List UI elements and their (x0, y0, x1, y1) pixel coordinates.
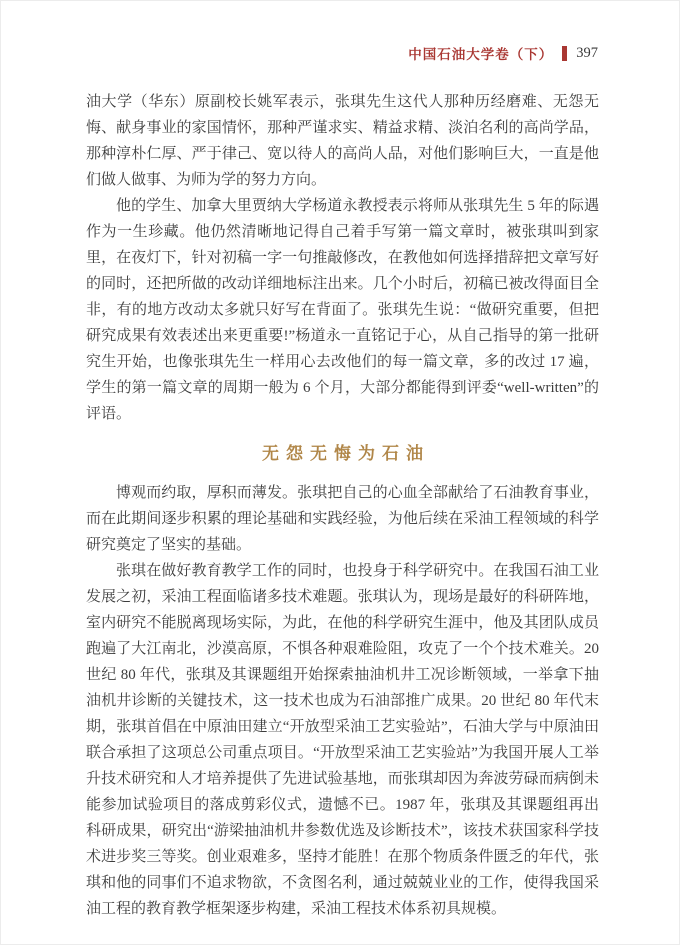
page-body-text (86, 89, 599, 922)
paragraph: 他的学生、加拿大里贾纳大学杨道永教授表示将师从张琪先生 5 年的际遇作为一生珍藏。他仍然清晰地记得自己着手写第一篇文章时，被张琪叫到家里，在夜灯下，针对初稿一字一句推敲修改，在教他如何选择措辞把文章写好的同时，还把所做的改动详细地标注出来。几个小时后，初稿已被改得面目全非，有的地方改动太多就只好写在背面了。张琪先生说：“做研究重要，但把研究成果有效表述出来更重要!”杨道永一直铭记于心，从自己指导的第一批研究生开始，也像张琪先生一样用心去改他们的每一篇文章，多的改过 17 遍，学生的第一篇文章的周期一般为 6 个月，大部分都能得到评委“well-written”的评语。 (86, 198, 599, 422)
header-divider-bar (562, 46, 567, 61)
paragraph: 博观而约取，厚积而薄发。张琪把自己的心血全部献给了石油教育事业，而在此期间逐步积累的理论基础和实践经验，为他后续在采油工程领域的科学研究奠定了坚实的基础。 (86, 485, 599, 553)
paragraph-continuation: 油大学（华东）原副校长姚军表示，张琪先生这代人那种历经磨难、无怨无悔、献身事业的家国情怀，那种严谨求实、精益求精、淡泊名利的高尚学品，那种淳朴仁厚、严于律己、宽以待人的高尚人品，对他们影响巨大，一直是他们做人做事、为师为学的努力方向。 (86, 94, 599, 188)
page-number: 397 (576, 44, 598, 61)
page-header (408, 43, 598, 63)
paragraph: 张琪在做好教育教学工作的同时，也投身于科学研究中。在我国石油工业发展之初，采油工程面临诸多技术难题。张琪认为，现场是最好的科研阵地，室内研究不能脱离现场实际，为此，在他的科学研究生涯中，他及其团队成员跑遍了大江南北，沙漠高原，不惧各种艰难险阻，攻克了一个个技术难关。20 世纪 80 年代，张琪及其课题组开始探索抽油机井工况诊断领域，一举拿下抽油机井诊断的关键技术，这一技术也成为石油部推广成果。20 世纪 80 年代末期，张琪首倡在中原油田建立“开放型采油工艺实验站”，石油大学与中原油田联合承担了这项总公司重点项目。“开放型采油工艺实验站”为我国开展人工举升技术研究和人才培养提供了先进试验基地，而张琪却因为奔波劳碌而病倒未能参加试验项目的落成剪彩仪式，遗憾不已。1987 年，张琪及其课题组再出科研成果，研究出“游梁抽油机井参数优选及诊断技术”，该技术获国家科学技术进步奖三等奖。创业艰难多，坚持才能胜！在那个物质条件匮乏的年代，张琪和他的同事们不追求物欲，不贪图名利，通过兢兢业业的工作，使得我国采油工程的教育教学框架逐步构建，采油工程技术体系初具规模。 (86, 563, 599, 917)
running-title: 中国石油大学卷（下） (408, 47, 554, 62)
section-heading: 无怨无悔为石油 (262, 444, 430, 463)
